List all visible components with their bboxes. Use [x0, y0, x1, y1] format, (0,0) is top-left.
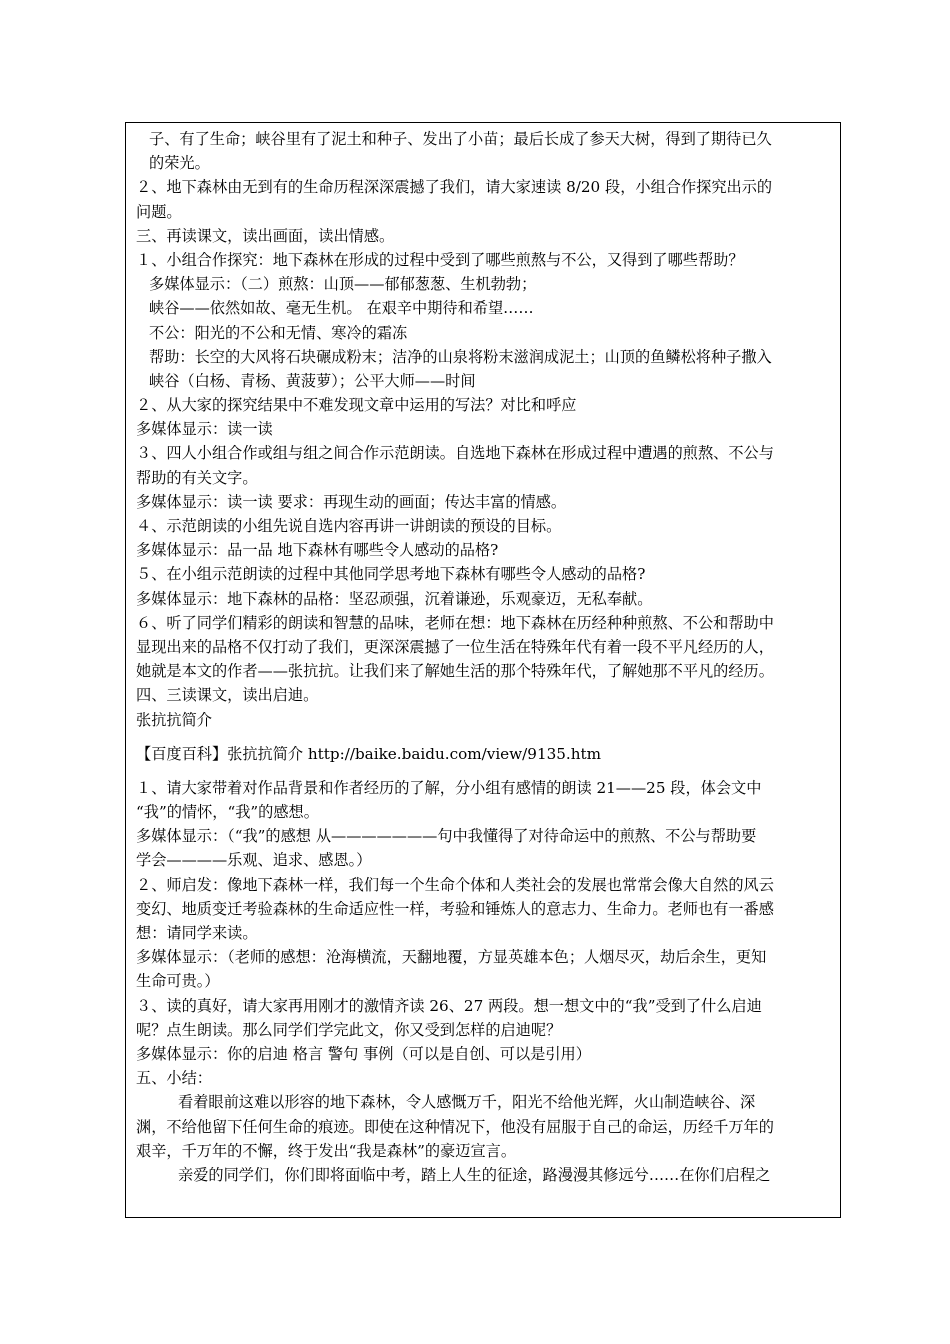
text-line: 峡谷——依然如故、毫无生机。 在艰辛中期待和希望……: [149, 299, 534, 318]
text-line: 多媒体显示：读一读 要求：再现生动的画面；传达丰富的情感。: [136, 492, 567, 511]
text-line: 呢？点生朗读。那么同学们学完此文，你又受到怎样的启迪呢？: [136, 1020, 562, 1039]
lesson-text: [136, 127, 836, 1187]
text-line: 多媒体显示：（二）煎熬：山顶——郁郁葱葱、生机勃勃；: [149, 275, 537, 294]
text-line: 子、有了生命；峡谷里有了泥土和种子、发出了小苗；最后长成了参天大树，得到了期待已久: [149, 130, 772, 148]
lesson-plan-table-cell: [125, 122, 841, 1218]
text-line: ３、四人小组合作或组与组之间合作示范朗读。自选地下森林在形成过程中遭遇的煎熬、不公与: [136, 444, 774, 463]
text-line: 变幻、地质变迁考验森林的生命适应性一样，考验和锤炼人的意志力、生命力。老师也有一番感: [136, 899, 774, 918]
text-line: ４、示范朗读的小组先说自选内容再讲一讲朗读的预设的目标。: [136, 517, 562, 535]
text-line: １、请大家带着对作品背景和作者经历的了解，分小组有感情的朗读 21——25 段，体会文中: [136, 778, 762, 797]
text-line: 多媒体显示：地下森林的品格：坚忍顽强，沉着谦逊，乐观豪迈，无私奉献。: [136, 589, 653, 608]
text-line: 多媒体显示：读一读: [136, 420, 273, 439]
text-line: １、小组合作探究：地下森林在形成的过程中受到了哪些煎熬与不公，又得到了哪些帮助？: [136, 250, 744, 269]
text-line: 不公：阳光的不公和无情、寒冷的霜冻: [149, 323, 408, 342]
text-line: 学会————乐观、追求、感恩。）: [136, 851, 372, 870]
text-line: 峡谷（白杨、青杨、黄菠萝）；公平大师——时间: [149, 371, 476, 390]
text-line: “我”的情怀，“我”的感想。: [136, 803, 319, 822]
author-intro-title: 张抗抗简介: [136, 710, 212, 729]
text-line: 问题。: [136, 202, 182, 221]
baike-link[interactable]: 【百度百科】张抗抗简介 http://baike.baidu.com/view/9135.htm: [136, 744, 602, 763]
section-heading: 四、三读课文，读出启迪。: [136, 686, 319, 705]
text-line: 的荣光。: [149, 154, 210, 173]
text-line: ２、地下森林由无到有的生命历程深深震撼了我们，请大家速读 8/20 段，小组合作探究出示的: [136, 178, 773, 197]
text-line: 帮助的有关文字。: [136, 468, 258, 487]
text-line: 多媒体显示：（老师的感想：沧海横流，天翻地覆，方显英雄本色；人烟尽灭，劫后余生，更知: [136, 948, 767, 967]
text-line: 帮助：长空的大风将石块碾成粉末；洁净的山泉将粉末滋润成泥土；山顶的鱼鳞松将种子撒入: [149, 347, 772, 366]
text-line: ６、听了同学们精彩的朗读和智慧的品味，老师在想：地下森林在历经种种煎熬、不公和帮助中: [136, 613, 774, 632]
text-line: 生命可贵。）: [136, 972, 220, 991]
text-line: 显现出来的品格不仅打动了我们，更深深震撼了一位生活在特殊年代有着一段不平凡经历的人，: [136, 637, 774, 656]
text-line: 想：请同学来读。: [136, 924, 258, 942]
text-line: 她就是本文的作者——张抗抗。让我们来了解她生活的那个特殊年代，了解她那不平凡的经历。: [136, 662, 774, 681]
section-heading: 五、小结：: [136, 1069, 212, 1088]
section-heading: 三、再读课文，读出画面，读出情感。: [136, 226, 395, 245]
text-line: ３、读的真好，请大家再用刚才的激情齐读 26、27 两段。想一想文中的“我”受到了什么启迪: [136, 996, 762, 1015]
text-line: 多媒体显示：你的启迪 格言 警句 事例（可以是自创、可以是引用）: [136, 1044, 591, 1063]
text-line: ５、在小组示范朗读的过程中其他同学思考地下森林有哪些令人感动的品格?: [136, 565, 646, 584]
text-line: 多媒体显示：品一品 地下森林有哪些令人感动的品格?: [136, 541, 499, 560]
summary-paragraph-line: 亲爱的同学们，你们即将面临中考，踏上人生的征途，路漫漫其修远兮……在你们启程之: [178, 1165, 771, 1184]
summary-paragraph-line: 艰辛，千万年的不懈，终于发出“我是森林”的豪迈宣言。: [136, 1141, 517, 1160]
text-line: ２、从大家的探究结果中不难发现文章中运用的写法？对比和呼应: [136, 396, 577, 415]
text-line: ２、师启发：像地下森林一样，我们每一个生命个体和人类社会的发展也常常会像大自然的风云: [136, 875, 774, 894]
summary-paragraph-line: 渊，不给他留下任何生命的痕迹。即使在这种情况下，他没有屈服于自己的命运，历经千万年的: [136, 1117, 774, 1136]
summary-paragraph-line: 看着眼前这难以形容的地下森林，令人感慨万千，阳光不给他光辉，火山制造峡谷、深: [178, 1093, 756, 1112]
text-line: 多媒体显示：（“我”的感想 从———————句中我懂得了对待命运中的煎熬、不公与帮助要: [136, 827, 757, 846]
